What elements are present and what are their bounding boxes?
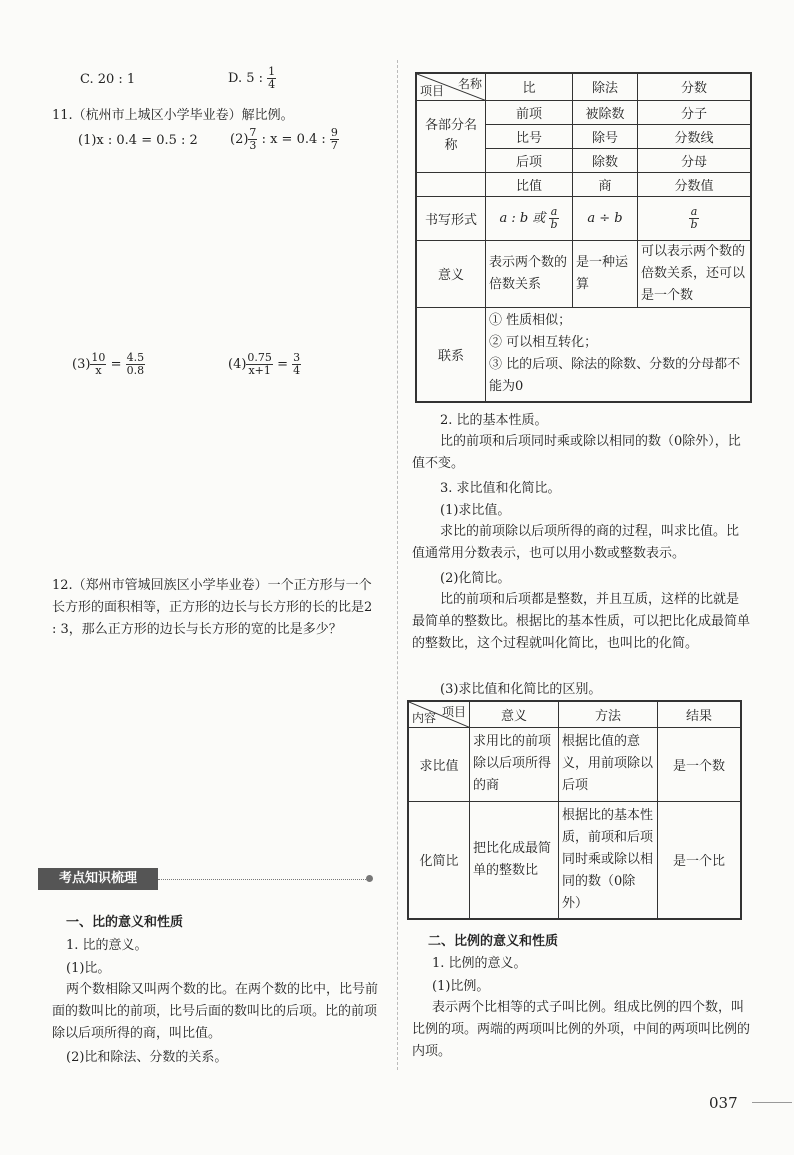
- fraction: $\frac{4.5}{0.8}$: [126, 351, 145, 377]
- difference-table: [407, 700, 742, 920]
- col-meaning-header: 意义: [470, 701, 559, 727]
- question-11-title: 11.（杭州市上城区小学毕业卷）解比例。: [52, 108, 294, 123]
- row-find-value-label: 求比值: [408, 727, 470, 801]
- meaning-division: 是一种运算: [573, 240, 638, 307]
- q11-part2: (2) $\frac{7}{3}$ : x = 0.4 : $\frac{9}{7}$: [230, 126, 338, 152]
- q11-part3: (3) $\frac{10}{x}$ = $\frac{4.5}{0.8}$: [72, 351, 145, 377]
- section-tag: 考点知识梳理: [38, 868, 158, 890]
- parts-label: 各部分名称: [416, 100, 486, 172]
- subheading-ratio-meaning: 1. 比的意义。: [66, 938, 148, 953]
- table-cell: 除数: [573, 148, 638, 172]
- table-cell: 商: [573, 172, 638, 196]
- subheading-simplify: (2)化简比。: [440, 571, 511, 586]
- table-corner: 项目 内容: [408, 701, 470, 727]
- row-simplify-meaning: 把比化成最简单的整数比: [470, 801, 559, 919]
- fraction: $\frac{0.75}{x+1}$: [247, 351, 272, 377]
- section-tag-dot: [366, 875, 373, 882]
- page-number: 037: [709, 1094, 738, 1112]
- col-fraction-header: 分数: [638, 73, 752, 100]
- option-d: D. 5 : $\frac{1}{4}$: [228, 65, 276, 91]
- subheading-basic-property: 2. 比的基本性质。: [440, 413, 548, 428]
- page-rule: [752, 1102, 792, 1103]
- heading-ratio: 一、比的意义和性质: [66, 915, 184, 930]
- form-fraction: [638, 196, 752, 240]
- row-find-value-meaning: 求用比的前项除以后项所得的商: [470, 727, 559, 801]
- paragraph-basic-property: 比的前项和后项同时乘或除以相同的数（0除外），比值不变。: [412, 434, 741, 471]
- table-cell: 被除数: [573, 100, 638, 124]
- fraction: $\frac{a}{b}$: [690, 204, 698, 231]
- section-tag-line: [158, 879, 368, 880]
- form-division: a ÷ b: [573, 196, 638, 240]
- subheading-difference: (3)求比值和化简比的区别。: [440, 682, 602, 697]
- meaning-label: 意义: [416, 240, 486, 307]
- row-find-value-result: 是一个数: [658, 727, 742, 801]
- heading-proportion: 二、比例的意义和性质: [428, 934, 559, 949]
- table-cell: 前项: [486, 100, 573, 124]
- row-simplify-label: 化简比: [408, 801, 470, 919]
- col-division-header: 除法: [573, 73, 638, 100]
- subheading-ratio-relations: (2)比和除法、分数的关系。: [66, 1050, 228, 1065]
- question-12: 12.（郑州市管城回族区小学毕业卷）一个正方形与一个长方形的面积相等，正方形的边长与长方形的长的比是2 : 3，那么正方形的边长与长方形的宽的比是多少？: [52, 578, 373, 637]
- meaning-fraction: 可以表示两个数的倍数关系，还可以是一个数: [638, 240, 752, 307]
- row-find-value-method: 根据比值的意义，用前项除以后项: [559, 727, 658, 801]
- col-method-header: 方法: [559, 701, 658, 727]
- subheading-proportion: (1)比例。: [432, 979, 490, 994]
- meaning-ratio: 表示两个数的倍数关系: [486, 240, 573, 307]
- table-cell: 比号: [486, 124, 573, 148]
- q11-part1: (1)x : 0.4 = 0.5 : 2: [78, 133, 198, 148]
- paragraph-simplify: 比的前项和后项都是整数，并且互质，这样的比就是最简单的整数比。根据比的基本性质，可以把比化成最简单的整数比，这个过程就叫化简比，也叫比的化简。: [412, 592, 751, 651]
- comparison-table: [415, 72, 752, 403]
- fraction: $\frac{3}{4}$: [293, 351, 301, 377]
- table-corner: 名称 项目: [416, 73, 486, 100]
- table-cell: 后项: [486, 148, 573, 172]
- table-cell: 分数值: [638, 172, 752, 196]
- fraction: $\frac{10}{x}$: [91, 351, 106, 377]
- table-cell: [416, 172, 486, 196]
- link-content: ① 性质相似； ② 可以相互转化； ③ 比的后项、除法的除数、分数的分母都不能为0: [486, 307, 752, 402]
- q11-part4: (4) $\frac{0.75}{x+1}$ = $\frac{3}{4}$: [228, 351, 301, 377]
- paragraph-ratio-definition: 两个数相除又叫两个数的比。在两个数的比中，比号前面的数叫比的前项，比号后面的数叫比的后项。比的前项除以后项所得的商，叫比值。: [52, 982, 379, 1041]
- table-cell: 除号: [573, 124, 638, 148]
- fraction: $\frac{7}{3}$: [249, 126, 257, 152]
- col-ratio-header: 比: [486, 73, 573, 100]
- fraction: $\frac{a}{b}$: [550, 204, 558, 231]
- row-simplify-method: 根据比的基本性质，前项和后项同时乘或除以相同的数（0除外）: [559, 801, 658, 919]
- form-ratio: a : b 或 $\frac{a}{b}$: [486, 196, 573, 240]
- table-cell: 分子: [638, 100, 752, 124]
- option-c: C. 20 : 1: [80, 72, 136, 87]
- fraction: $\frac{1}{4}$: [268, 65, 276, 91]
- subheading-ratio: (1)比。: [66, 961, 111, 976]
- paragraph-find-value: 求比的前项除以后项所得的商的过程，叫求比值。比值通常用分数表示，也可以用小数或整数表示。: [412, 524, 740, 561]
- table-cell: 分数线: [638, 124, 752, 148]
- col-result-header: 结果: [658, 701, 742, 727]
- table-cell: 比值: [486, 172, 573, 196]
- paragraph-proportion-definition: 表示两个比相等的式子叫比例。组成比例的四个数，叫比例的项。两端的两项叫比例的外项，中间的两项叫比例的内项。: [412, 1000, 751, 1059]
- column-divider: [397, 60, 398, 1070]
- fraction: $\frac{9}{7}$: [330, 126, 338, 152]
- table-cell: 分母: [638, 148, 752, 172]
- subheading-proportion-meaning: 1. 比例的意义。: [432, 956, 527, 971]
- subheading-ratio-value: 3. 求比值和化简比。: [440, 481, 561, 496]
- link-label: 联系: [416, 307, 486, 402]
- form-label: 书写形式: [416, 196, 486, 240]
- row-simplify-result: 是一个比: [658, 801, 742, 919]
- subheading-find-value: (1)求比值。: [440, 503, 511, 518]
